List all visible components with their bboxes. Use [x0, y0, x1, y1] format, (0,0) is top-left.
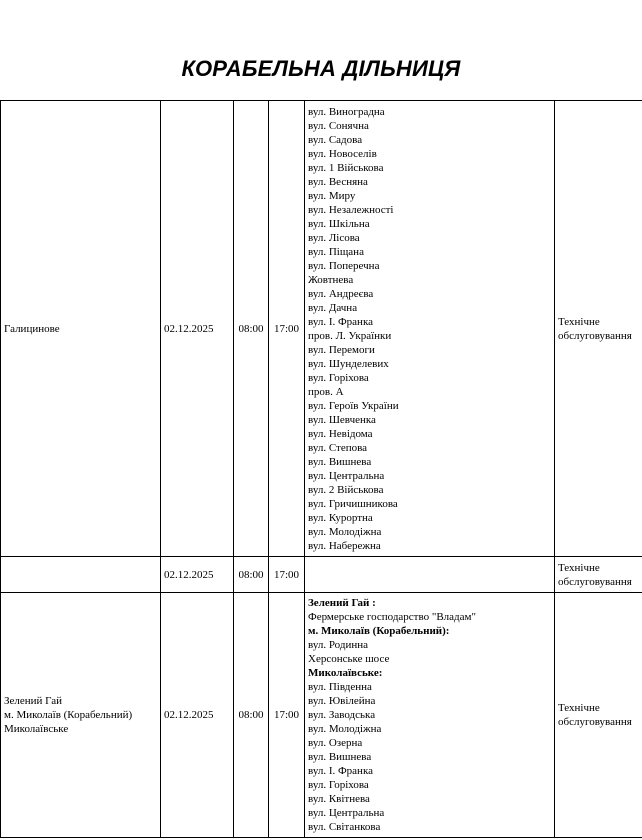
settlement-cell: [1, 593, 161, 838]
street-name: вул. Садова: [308, 133, 363, 146]
street-name: вул. Весняна: [308, 175, 368, 188]
addresses-cell: [305, 101, 555, 557]
table-row: [1, 593, 642, 838]
street-name: вул. Південна: [308, 681, 372, 693]
end-time-cell: [269, 101, 305, 557]
street-name: вул. Горіхова: [308, 779, 369, 791]
settlement-name: Миколаївське: [4, 723, 69, 735]
outage-date: 02.12.2025: [164, 322, 214, 335]
outage-reason: обслуговування: [558, 329, 632, 342]
street-name: пров. А: [308, 385, 344, 398]
address-group-heading: Миколаївське:: [308, 667, 383, 679]
start-time: 08:00: [238, 568, 264, 581]
street-name: вул. Ювілейна: [308, 695, 376, 707]
street-name: вул. Вишнева: [308, 751, 372, 763]
street-name: вул. Невідома: [308, 427, 373, 440]
date-cell: [161, 593, 234, 838]
street-name: Фермерське господарство "Владам": [308, 611, 476, 623]
start-time: 08:00: [238, 709, 264, 721]
outage-reason: обслуговування: [558, 716, 632, 728]
street-name: вул. І. Франка: [308, 315, 374, 328]
street-name: вул. Світанкова: [308, 821, 381, 833]
settlement-name: м. Миколаїв (Корабельний): [4, 709, 133, 721]
settlement-cell: [1, 101, 161, 557]
reason-cell: [555, 557, 642, 593]
street-name: вул. Перемоги: [308, 343, 375, 356]
address-group-heading: Зелений Гай :: [308, 597, 376, 609]
end-time: 17:00: [273, 322, 300, 335]
outage-reason: Технічне: [558, 561, 600, 574]
street-name: Херсонське шосе: [308, 653, 390, 665]
outage-reason: Технічне: [558, 315, 600, 328]
street-name: вул. І. Франка: [308, 765, 374, 777]
page-title: КОРАБЕЛЬНА ДІЛЬНИЦЯ: [181, 56, 461, 81]
street-name: вул. Набережна: [308, 539, 381, 552]
street-name: вул. Сонячна: [308, 119, 369, 132]
street-name: Жовтнева: [308, 273, 354, 286]
end-time-cell: [269, 593, 305, 838]
date-cell: [161, 557, 234, 593]
street-name: вул. 1 Військова: [308, 161, 384, 174]
street-name: вул. Центральна: [308, 807, 385, 819]
addresses-cell: [305, 557, 555, 593]
start-time-cell: [234, 557, 269, 593]
street-name: вул. Молодіжна: [308, 525, 382, 538]
street-name: вул. Лісова: [308, 231, 360, 244]
street-name: вул. Родинна: [308, 639, 368, 651]
street-name: вул. Озерна: [308, 737, 363, 749]
street-name: вул. Героїв України: [308, 399, 399, 412]
outage-reason: обслуговування: [558, 575, 632, 588]
settlement-name: Галицинове: [4, 322, 60, 335]
street-name: пров. Л. Українки: [308, 329, 392, 342]
street-name: вул. Дачна: [308, 301, 358, 314]
table-row: [1, 101, 642, 557]
start-time-cell: [234, 593, 269, 838]
street-name: вул. Квітнева: [308, 793, 370, 805]
table-row: [1, 557, 642, 593]
street-name: вул. Гричишникова: [308, 497, 398, 510]
reason-cell: [555, 593, 642, 838]
address-group-heading: м. Миколаїв (Корабельний):: [308, 625, 450, 637]
street-name: вул. Незалежності: [308, 203, 394, 216]
end-time-cell: [269, 557, 305, 593]
outage-date: 02.12.2025: [164, 568, 214, 581]
street-name: вул. Молодіжна: [308, 723, 382, 735]
street-name: вул. Новоселів: [308, 147, 377, 160]
addresses-cell: [305, 593, 555, 838]
street-name: вул. Шевченка: [308, 413, 376, 426]
street-name: вул. Виноградна: [308, 105, 385, 118]
outage-reason: Технічне: [558, 702, 600, 714]
street-name: вул. 2 Військова: [308, 483, 384, 496]
start-time-cell: [234, 101, 269, 557]
end-time: 17:00: [273, 568, 300, 581]
street-name: вул. Горіхова: [308, 371, 369, 384]
street-name: вул. Вишнева: [308, 455, 372, 468]
street-name: вул. Заводська: [308, 709, 376, 721]
street-name: вул. Степова: [308, 441, 368, 454]
outage-date: 02.12.2025: [164, 709, 214, 721]
start-time: 08:00: [238, 322, 264, 335]
street-name: вул. Курортна: [308, 511, 373, 524]
settlement-cell: [1, 557, 161, 593]
end-time: 17:00: [273, 709, 300, 721]
street-name: вул. Поперечна: [308, 259, 380, 272]
street-name: вул. Андреєва: [308, 287, 374, 300]
date-cell: [161, 101, 234, 557]
street-name: вул. Центральна: [308, 469, 385, 482]
reason-cell: [555, 101, 642, 557]
outage-schedule-table: [0, 100, 642, 838]
street-name: вул. Шунделевих: [308, 357, 389, 370]
street-name: вул. Шкільна: [308, 217, 370, 230]
street-name: вул. Піщана: [308, 245, 364, 258]
street-name: вул. Миру: [308, 189, 356, 202]
settlement-name: Зелений Гай: [4, 695, 63, 707]
